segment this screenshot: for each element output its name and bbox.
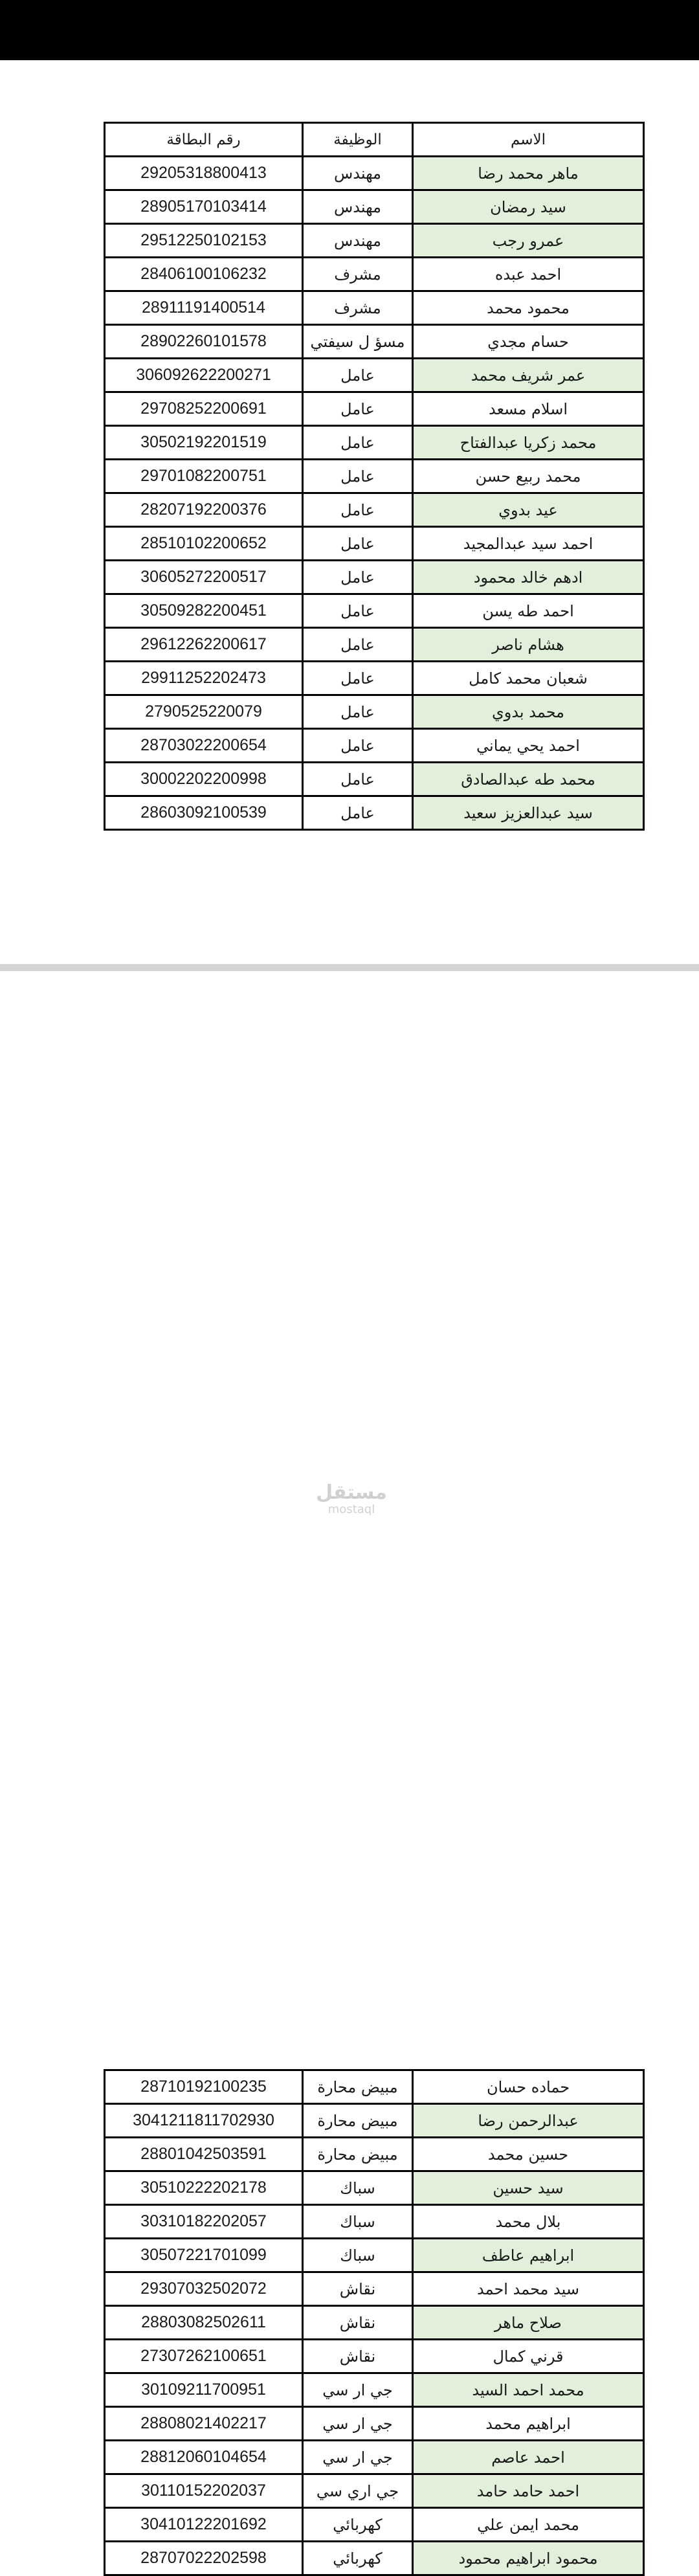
- table-row: [105, 2070, 644, 2104]
- id-number-cell: 29708252200691: [105, 392, 303, 426]
- id-number-cell: 30509282200451: [105, 594, 303, 628]
- table-row: [105, 359, 644, 392]
- table-row: [105, 628, 644, 662]
- table-row: [105, 2474, 644, 2508]
- watermark-text: مستقل: [316, 1481, 387, 1504]
- table-row: [105, 729, 644, 763]
- job-title-cell: نقاش: [303, 2340, 413, 2373]
- id-number-cell: 28406100106232: [105, 258, 303, 291]
- job-title-cell: عامل: [303, 527, 413, 561]
- table-row: [105, 561, 644, 594]
- employee-name-cell: سيد حسين: [413, 2171, 644, 2205]
- table-row: [105, 2508, 644, 2542]
- table-row: [105, 2407, 644, 2441]
- id-number-cell: 306092622200271: [105, 359, 303, 392]
- id-number-cell: 30109211700951: [105, 2373, 303, 2407]
- id-number-cell: 30605272200517: [105, 561, 303, 594]
- id-number-cell: 30507221701099: [105, 2239, 303, 2272]
- table-row: [105, 2239, 644, 2272]
- table-row: [105, 190, 644, 224]
- job-title-cell: عامل: [303, 729, 413, 763]
- id-number-cell: 30310182202057: [105, 2205, 303, 2239]
- id-number-cell: 30002202200998: [105, 763, 303, 796]
- employee-name-cell: حماده حسان: [413, 2070, 644, 2104]
- header-job: الوظيفة: [303, 123, 413, 157]
- employee-name-cell: محمود محمد: [413, 291, 644, 325]
- job-title-cell: جي ار سي: [303, 2407, 413, 2441]
- id-number-cell: 28710192100235: [105, 2070, 303, 2104]
- id-number-cell: 28803082502611: [105, 2306, 303, 2340]
- table-2-viewport: [0, 1035, 699, 2568]
- table-row: [105, 796, 644, 830]
- employee-name-cell: سيد محمد احمد: [413, 2272, 644, 2306]
- id-number-cell: 27307262100651: [105, 2340, 303, 2373]
- id-number-cell: 29512250102153: [105, 224, 303, 258]
- table-row: [105, 763, 644, 796]
- employees-table-2: [104, 2069, 645, 2576]
- id-number-cell: 30502192201519: [105, 426, 303, 460]
- job-title-cell: عامل: [303, 796, 413, 830]
- id-number-cell: 29612262200617: [105, 628, 303, 662]
- employee-name-cell: محمد زكريا عبدالفتاح: [413, 426, 644, 460]
- employee-name-cell: حسام مجدي: [413, 325, 644, 359]
- id-number-cell: 28812060104654: [105, 2441, 303, 2474]
- job-title-cell: مشرف: [303, 291, 413, 325]
- table-row: [105, 2340, 644, 2373]
- job-title-cell: مشرف: [303, 258, 413, 291]
- table-row: [105, 527, 644, 561]
- job-title-cell: عامل: [303, 359, 413, 392]
- employee-name-cell: اسلام مسعد: [413, 392, 644, 426]
- id-number-cell: 28801042503591: [105, 2138, 303, 2171]
- job-title-cell: عامل: [303, 426, 413, 460]
- employee-name-cell: احمد سيد عبدالمجيد: [413, 527, 644, 561]
- employee-name-cell: حسين محمد: [413, 2138, 644, 2171]
- employees-table-1: [104, 122, 645, 831]
- table-row: [105, 2138, 644, 2171]
- table-row: [105, 325, 644, 359]
- employee-name-cell: احمد حامد حامد: [413, 2474, 644, 2508]
- id-number-cell: 29307032502072: [105, 2272, 303, 2306]
- table-row: [105, 392, 644, 426]
- id-number-cell: 29701082200751: [105, 460, 303, 493]
- header-id: رقم البطاقة: [105, 123, 303, 157]
- id-number-cell: 28703022200654: [105, 729, 303, 763]
- job-title-cell: سباك: [303, 2205, 413, 2239]
- job-title-cell: عامل: [303, 493, 413, 527]
- table-row: [105, 157, 644, 190]
- table-row: [105, 2373, 644, 2407]
- job-title-cell: مبيض محارة: [303, 2138, 413, 2171]
- job-title-cell: جي اري سي: [303, 2474, 413, 2508]
- table-header-row: [105, 123, 644, 157]
- watermark-subtext: mostaql: [327, 1503, 375, 1516]
- id-number-cell: 29205318800413: [105, 157, 303, 190]
- employee-name-cell: عمرو رجب: [413, 224, 644, 258]
- id-number-cell: 2790525220079: [105, 695, 303, 729]
- employee-name-cell: احمد عاصم: [413, 2441, 644, 2474]
- table-row: [105, 460, 644, 493]
- employee-name-cell: احمد يحي يماني: [413, 729, 644, 763]
- top-black-bar: [0, 0, 699, 60]
- id-number-cell: 30110152202037: [105, 2474, 303, 2508]
- id-number-cell: 28510102200652: [105, 527, 303, 561]
- id-number-cell: 30410122201692: [105, 2508, 303, 2542]
- employee-name-cell: ادهم خالد محمود: [413, 561, 644, 594]
- table-row: [105, 2441, 644, 2474]
- employee-name-cell: ماهر محمد رضا: [413, 157, 644, 190]
- id-number-cell: 28603092100539: [105, 796, 303, 830]
- id-number-cell: 28207192200376: [105, 493, 303, 527]
- job-title-cell: جي ار سي: [303, 2441, 413, 2474]
- table-row: [105, 662, 644, 695]
- job-title-cell: سباك: [303, 2239, 413, 2272]
- job-title-cell: عامل: [303, 695, 413, 729]
- id-number-cell: 30510222202178: [105, 2171, 303, 2205]
- job-title-cell: عامل: [303, 628, 413, 662]
- employee-name-cell: ابراهيم عاطف: [413, 2239, 644, 2272]
- employee-name-cell: عيد بدوي: [413, 493, 644, 527]
- id-number-cell: 28707022202598: [105, 2542, 303, 2575]
- employee-name-cell: صلاح ماهر: [413, 2306, 644, 2340]
- job-title-cell: مهندس: [303, 157, 413, 190]
- employee-name-cell: احمد عبده: [413, 258, 644, 291]
- table-row: [105, 291, 644, 325]
- job-title-cell: مبيض محارة: [303, 2070, 413, 2104]
- employee-name-cell: هشام ناصر: [413, 628, 644, 662]
- employee-name-cell: ابراهيم محمد: [413, 2407, 644, 2441]
- job-title-cell: سباك: [303, 2171, 413, 2205]
- header-name: الاسم: [413, 123, 644, 157]
- job-title-cell: كهربائي: [303, 2508, 413, 2542]
- employee-name-cell: بلال محمد: [413, 2205, 644, 2239]
- job-title-cell: مهندس: [303, 224, 413, 258]
- employee-name-cell: شعبان محمد كامل: [413, 662, 644, 695]
- id-number-cell: 29911252202473: [105, 662, 303, 695]
- job-title-cell: عامل: [303, 392, 413, 426]
- job-title-cell: عامل: [303, 460, 413, 493]
- job-title-cell: مسؤ ل سيفتي: [303, 325, 413, 359]
- job-title-cell: عامل: [303, 763, 413, 796]
- employee-name-cell: عبدالرحمن رضا: [413, 2104, 644, 2138]
- job-title-cell: جي ار سي: [303, 2373, 413, 2407]
- employee-name-cell: محمود ابراهيم محمود: [413, 2542, 644, 2575]
- id-number-cell: 3041211811702930: [105, 2104, 303, 2138]
- employee-name-cell: محمد احمد السيد: [413, 2373, 644, 2407]
- job-title-cell: عامل: [303, 561, 413, 594]
- table-row: [105, 695, 644, 729]
- id-number-cell: 28808021402217: [105, 2407, 303, 2441]
- employee-name-cell: محمد ربيع حسن: [413, 460, 644, 493]
- table-row: [105, 2171, 644, 2205]
- job-title-cell: كهربائي: [303, 2542, 413, 2575]
- table-row: [105, 493, 644, 527]
- page-divider: [0, 964, 699, 971]
- table-row: [105, 2104, 644, 2138]
- id-number-cell: 28902260101578: [105, 325, 303, 359]
- id-number-cell: 28911191400514: [105, 291, 303, 325]
- employee-name-cell: سيد رمضان: [413, 190, 644, 224]
- table-row: [105, 2205, 644, 2239]
- employee-name-cell: عمر شريف محمد: [413, 359, 644, 392]
- job-title-cell: عامل: [303, 662, 413, 695]
- job-title-cell: نقاش: [303, 2306, 413, 2340]
- table-row: [105, 2272, 644, 2306]
- job-title-cell: مبيض محارة: [303, 2104, 413, 2138]
- id-number-cell: 28905170103414: [105, 190, 303, 224]
- job-title-cell: نقاش: [303, 2272, 413, 2306]
- job-title-cell: مهندس: [303, 190, 413, 224]
- job-title-cell: عامل: [303, 594, 413, 628]
- employee-name-cell: محمد بدوي: [413, 695, 644, 729]
- employee-name-cell: محمد ايمن علي: [413, 2508, 644, 2542]
- table-row: [105, 224, 644, 258]
- table-row: [105, 258, 644, 291]
- table-row: [105, 426, 644, 460]
- employee-name-cell: احمد طه يسن: [413, 594, 644, 628]
- table-row: [105, 2542, 644, 2575]
- table-row: [105, 594, 644, 628]
- employee-name-cell: محمد طه عبدالصادق: [413, 763, 644, 796]
- employee-name-cell: قرني كمال: [413, 2340, 644, 2373]
- employee-name-cell: سيد عبدالعزيز سعيد: [413, 796, 644, 830]
- table-row: [105, 2306, 644, 2340]
